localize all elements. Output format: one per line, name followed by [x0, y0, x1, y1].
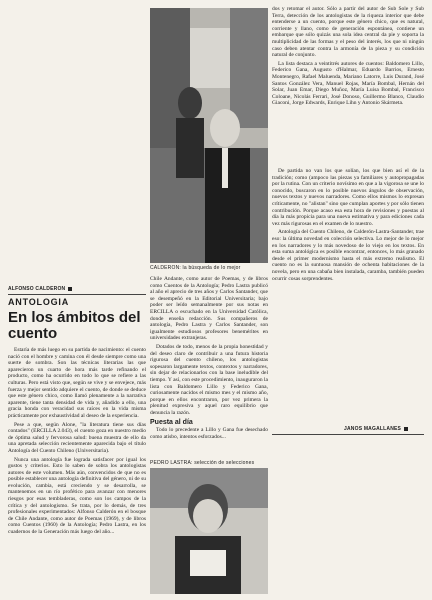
paragraph: Chile Andante, como autor de Poemas, y de libros como Cuentos de la Antología; Pedro Lastra publicó al año el aprecio de tres años y Carlos Santander, que se desempeñó en la Editorial Universitaria; bajo poder ser leído semanalmente por sus notas en ERCILLA o escuchado en la Universidad Católica, donde enseña redacción. Sus compañeros de antología, Pedro Lastra y Carlos Santander, son igualmente estudiosos profesores benemérites en universidades extranjeras.: [150, 276, 268, 342]
paragraph: Nunca una antología fue lograda satisfacer por igual los gustos y criterios. Esto lo saben de sobra los antologistas autores de este volumen. Más aún, convencidos de que no es posible establecer una antología definitiva del género, ni de su evolución, cambia, está creciendo y se desarrolla, se mantenemos en un río profético para avanzar con menores riesgos por esas tembladeras, como son los campos de la crítica y del antologismo. Se trata, por lo demás, de tres profesionales experimentados: Alfonso Calderón en el bosque de Chile Andante, como autor de Poemas (1969), y de libros como Cuentos (1960) de la Antología; Pedro Lastra, en los cuadernos de la Generación más luego del año...: [8, 456, 146, 536]
square-bullet-icon: [404, 427, 408, 431]
lastra-photo: [150, 468, 268, 594]
square-bullet-icon: [68, 287, 72, 291]
paragraph: Pese a que, según Alone, "la literatura tiene sus días contados" (ERCILLA 2.043), el cuento goza en nuestro medio de óptima salud y fervorosa salud: buena muestra de ello da una apretada selección recientemente aparecida bajo el título Antología del Cuento Chileno (Universitaria).: [8, 421, 146, 454]
paragraph: Todo lo precedente a Lillo y Gana fue desechado como atisbo, intentos esforzados...: [150, 427, 268, 441]
paragraph: Antología del Cuento Chileno, de Calderón-Lastra-Santander, trae eso: la última novedad en colección selectiva. Lo mejor de lo mejor en los narradores y lo más novedoso de lo viejo en los textos. En esta suma antológica es posible encontrar, entonces, lo más granado desde el primer modernismo hasta el más extremo realismo. El cuento no es la suntuosa mansión de ochenta habitaciones de la novela, pero en una cabaña bien instalada, caramba, también pueden ocurrir cosas sorprendentes.: [272, 229, 424, 282]
paragraph: De partida no van los que solían, los que bien así el de la tradición; como (ampoco las piezas ya familiares y autopropagadas por la rutina. Con un criterio novísimo en que a la vigorosa se une lo conocido, buscaron en lo posible nuevos ángulos de observación, nuevos textos y nuevos narradores. Como ellos mismos lo expresan críticamente, no "alistan" sino que cumplan aportes y por sólo tienen contribución. Porque acaso esa esta hora de revisiones y puestas al día la más propicia para una nueva estimativa y para ediciones cada vez más rigurosas en el examen de lo nuestro.: [272, 168, 424, 227]
paragraph: Dotados de todo, menos de la propia honestidad y del deseo claro de contribuir a una futura historia rigurosa del cuento chileno, los antologistas sopesaron largamente textos, contextos y narradores, sin dejar de relacionarlos con la base ineludible del tiempo. Y así, con este procedimiento, inauguraron la lista con Baldomero Lillo y Federico Gana, curiosamente nacidos el mismo mes y el mismo año, porque en ellos encontraron, por vez primera la plenitud expresiva y aquel raro equilibrio que denuncia la razón.: [150, 343, 268, 416]
subhead: Puesta al día: [150, 419, 193, 427]
article-title: En los ámbitos del cuento: [8, 309, 141, 342]
divider: [8, 294, 146, 295]
bottom-photo: [150, 468, 268, 594]
top-photo: [150, 8, 268, 263]
middle-column: [150, 276, 268, 441]
bottom-photo-caption: PEDRO LASTRA: selección de selecciones: [150, 460, 255, 466]
byline-right: [344, 426, 408, 432]
left-column: [8, 347, 146, 536]
paragraph: dos y retomar el autor. Sólo a partir del autor de Sub Sole y Sub Terra, detección de los antologistas de la riqueza interior que debe entenderse a un cuento, porque este género chico, que es natural, corriente y llano, como de generación espontánea, contiene un embarque que sólo quizás una sola idea central da pie y soporta la multiplicidad de las formas y el peso del interés, los que ni ningún caso deben atentar contra la armonía de la pieza y su condición natural de conjunto.: [272, 6, 424, 59]
calderon-photo: [150, 8, 268, 263]
paragraph: La lista destaca a veintitrés autores de cuentos: Baldomero Lillo, Federico Gana, Augusto d'Halmar, Eduardo Barrios, Ernesto Montenegro, Rafael Maluenda, Mariano Latorre, Luis Durand, José Santos González Vera, Manuel Rojas, María Bombal, Hernán del Solar, Juan Emar, Diego Muñoz, María Luisa Bombal, Francisco Coloane, Nicolás Ferrari, José Donoso, Guillermo Blanco, Claudio Giaconi, Jorge Edwards, Enrique Lihn y Antonio Skármeta.: [272, 60, 424, 107]
paragraph: Estaría de más luego en su partida de nacimiento: el cuento nació con el hombre y camina con él desde siempre como una suerte de sombra. Son las técnicas literarias las que aparecieron un cuarto de hora más tarde refinando el producto, como ha ocurrido en todo lo que se refiere a las culturas. Pero está visto que, según se vive y se envejece, más fuerza y mejor sentido adquiere el cuento, de donde se deduce que este género chico, como llamó plenamente a la narrativa aparente, tiene tanta densidad de vida y, añadido a ello, una gracia honda con veracidad sus raíces en la vida misma prácticamente por exhaustividad al deseo de la experiencia.: [8, 347, 146, 419]
top-photo-caption: CALDERON: la búsqueda de lo mejor: [150, 265, 241, 271]
byline-right-text: JANOS MAGALLANES: [344, 426, 402, 432]
byline-left-text: ALFONSO CALDERON: [8, 286, 66, 292]
divider: [272, 434, 424, 435]
byline-left: [8, 286, 72, 292]
right-column-bottom: [272, 168, 424, 282]
section-label: ANTOLOGIA: [8, 297, 70, 307]
right-column-top: [272, 6, 424, 107]
